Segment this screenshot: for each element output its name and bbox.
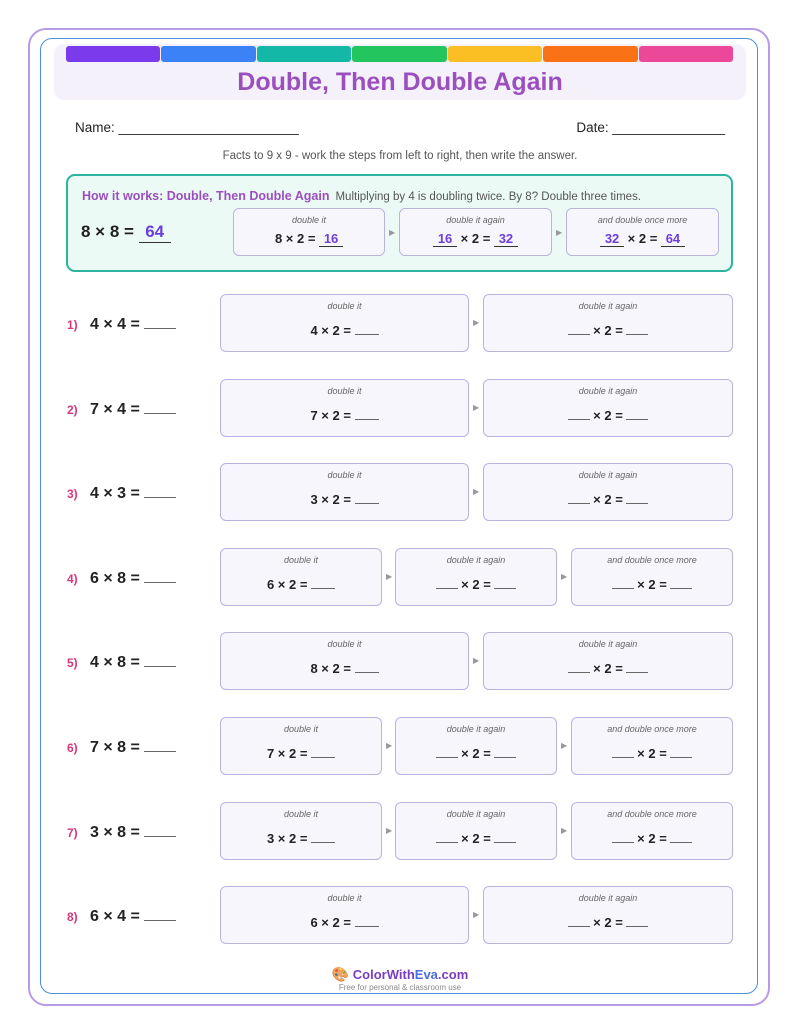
step-label: double it — [283, 724, 319, 734]
step-equation — [396, 745, 556, 761]
example-step-box — [233, 208, 385, 256]
step-answer-blank — [311, 830, 335, 843]
color-stripe-segment — [257, 46, 351, 62]
problem-number: 7) — [67, 826, 78, 840]
answer-blank — [144, 737, 176, 752]
color-stripe — [66, 46, 734, 62]
arrow-icon: ▶ — [386, 826, 393, 835]
step-equation — [484, 322, 732, 338]
arrow-icon: ▶ — [473, 656, 480, 665]
step-equation — [484, 914, 732, 930]
problem-number: 4) — [67, 572, 78, 586]
step-answer-blank — [670, 576, 692, 589]
color-stripe-segment — [161, 46, 255, 62]
step-box[interactable] — [395, 717, 557, 775]
step-equation — [484, 660, 732, 676]
name-field[interactable]: Name: ________________________ — [75, 120, 299, 135]
step-answer-blank — [626, 407, 648, 420]
step-answer-blank — [355, 322, 379, 335]
problem-equation — [90, 822, 176, 842]
step-label: double it again — [446, 724, 506, 734]
step-input-blank — [568, 914, 590, 927]
date-field[interactable]: Date: _______________ — [576, 120, 725, 135]
arrow-icon: ▶ — [561, 741, 568, 750]
step-equation — [221, 660, 468, 676]
step-equation — [221, 830, 381, 846]
step-left: 8 × 2 = — [310, 661, 351, 676]
step-equation — [572, 576, 732, 592]
step-box[interactable] — [483, 379, 733, 437]
step-equation — [484, 491, 732, 507]
step-mid: × 2 = — [593, 915, 623, 930]
step-label: and double once more — [607, 809, 697, 819]
step-box[interactable] — [395, 802, 557, 860]
step-label: double it — [327, 639, 362, 649]
step-equation — [221, 576, 381, 592]
step-equation — [400, 231, 551, 247]
color-stripe-segment — [639, 46, 733, 62]
step-mid: × 2 = — [637, 577, 667, 592]
step-equation — [572, 830, 732, 846]
problem-text: 4 × 3 = — [90, 485, 140, 502]
example-subheading: Multiplying by 4 is doubling twice. By 8? Double three times. — [335, 191, 642, 203]
step-mid: × 2 = — [461, 831, 491, 846]
step-left: 6 × 2 = — [310, 915, 351, 930]
step-answer-blank — [626, 660, 648, 673]
step-equation — [567, 231, 718, 247]
step-answer-blank — [311, 745, 335, 758]
step-box[interactable] — [220, 294, 469, 352]
step-label: double it — [327, 301, 362, 311]
step-answer-blank — [670, 745, 692, 758]
color-stripe-segment — [352, 46, 446, 62]
step-box[interactable] — [220, 463, 469, 521]
step-mid: × 2 = — [593, 492, 623, 507]
step-label: double it — [283, 809, 319, 819]
step-box[interactable] — [395, 548, 557, 606]
arrow-icon: ▶ — [556, 228, 563, 237]
problem-equation — [90, 314, 176, 334]
step-box[interactable] — [571, 548, 733, 606]
step-input-blank — [568, 407, 590, 420]
step-mid: × 2 = — [460, 231, 491, 246]
arrow-icon: ▶ — [386, 572, 393, 581]
step-label: double it again — [578, 470, 638, 480]
step-input-blank — [568, 322, 590, 335]
step-label: double it — [291, 215, 327, 225]
step-equation — [396, 830, 556, 846]
step-label: double it again — [578, 893, 638, 903]
step-answer-blank — [626, 491, 648, 504]
step-box[interactable] — [220, 632, 469, 690]
answer-blank — [144, 399, 176, 414]
problem-text: 4 × 4 = — [90, 316, 140, 333]
step-answer-blank — [494, 745, 516, 758]
arrow-icon: ▶ — [473, 487, 480, 496]
step-mid: × 2 = — [461, 746, 491, 761]
problem-number: 2) — [67, 403, 78, 417]
arrow-icon: ▶ — [386, 741, 393, 750]
step-left: 3 × 2 = — [310, 492, 351, 507]
footer — [0, 966, 800, 992]
example-heading: How it works: Double, Then Double Again Multiplying by 4 is doubling twice. By 8? Double three times. — [82, 189, 642, 203]
step-label: and double once more — [607, 724, 697, 734]
step-box[interactable] — [220, 548, 382, 606]
step-equation — [221, 745, 381, 761]
step-equation — [221, 491, 468, 507]
step-label: double it again — [446, 215, 505, 225]
step-equation — [221, 914, 468, 930]
step-input-blank — [436, 830, 458, 843]
step-mid: × 2 = — [461, 577, 491, 592]
step-label: double it again — [578, 301, 638, 311]
step-label: double it again — [446, 555, 506, 565]
step-label: and double once more — [597, 215, 688, 225]
step-equation — [221, 322, 468, 338]
arrow-icon: ▶ — [561, 572, 568, 581]
color-stripe-segment — [448, 46, 542, 62]
example-answer: 64 — [139, 222, 171, 243]
step-answer-blank — [311, 576, 335, 589]
step-box[interactable] — [571, 717, 733, 775]
step-equation — [221, 407, 468, 423]
step-input: 32 — [600, 231, 624, 247]
problem-number: 6) — [67, 741, 78, 755]
problem-number: 3) — [67, 487, 78, 501]
step-box[interactable] — [220, 379, 469, 437]
color-stripe-segment — [543, 46, 637, 62]
step-box[interactable] — [483, 886, 733, 944]
step-label: double it — [327, 470, 362, 480]
step-left: 7 × 2 = — [266, 746, 308, 761]
step-input: 16 — [433, 231, 457, 247]
step-input-blank — [612, 830, 634, 843]
problem-text: 7 × 4 = — [90, 401, 140, 418]
step-equation — [572, 745, 732, 761]
palette-icon: 🎨 — [331, 966, 350, 982]
step-input-blank — [436, 745, 458, 758]
step-answer-blank — [355, 660, 379, 673]
step-left: 4 × 2 = — [310, 323, 351, 338]
step-mid: × 2 = — [593, 323, 623, 338]
step-answer-blank — [355, 407, 379, 420]
problem-text: 3 × 8 = — [90, 824, 140, 841]
answer-blank — [144, 483, 176, 498]
step-mid: × 2 = — [637, 831, 667, 846]
step-label: double it — [283, 555, 319, 565]
problem-number: 5) — [67, 656, 78, 670]
answer-blank — [144, 314, 176, 329]
step-equation — [234, 231, 384, 247]
worksheet-title: Double, Then Double Again — [237, 68, 563, 96]
step-left: 3 × 2 = — [266, 831, 308, 846]
answer-blank — [144, 822, 176, 837]
step-label: double it — [327, 386, 362, 396]
step-input-blank — [568, 491, 590, 504]
step-label: double it — [327, 893, 362, 903]
step-label: and double once more — [607, 555, 697, 565]
instructions: Facts to 9 x 9 - work the steps from left to right, then write the answer. — [222, 150, 578, 162]
footer-tagline: Free for personal & classroom use — [338, 983, 462, 992]
step-input-blank — [612, 745, 634, 758]
step-answer-blank — [670, 830, 692, 843]
problem-equation — [90, 737, 176, 757]
step-mid: × 2 = — [593, 408, 623, 423]
step-mid: × 2 = — [637, 746, 667, 761]
answer-blank — [144, 652, 176, 667]
example-step-box — [399, 208, 552, 256]
problem-text: 6 × 4 = — [90, 908, 140, 925]
step-input-blank — [436, 576, 458, 589]
arrow-icon: ▶ — [389, 228, 396, 237]
arrow-icon: ▶ — [473, 318, 480, 327]
step-answer: 64 — [661, 231, 685, 247]
footer-brand: 🎨 ColorWithEva.com — [331, 966, 469, 982]
answer-blank — [144, 906, 176, 921]
answer-blank — [144, 568, 176, 583]
problem-equation — [90, 906, 176, 926]
step-mid: × 2 = — [593, 661, 623, 676]
step-input-blank — [568, 660, 590, 673]
problem-text: 4 × 8 = — [90, 654, 140, 671]
problem-text: 6 × 8 = — [90, 570, 140, 587]
step-box[interactable] — [571, 802, 733, 860]
example-step-box — [566, 208, 719, 256]
step-answer: 16 — [319, 231, 343, 247]
arrow-icon: ▶ — [473, 910, 480, 919]
step-box[interactable] — [220, 717, 382, 775]
problem-text: 7 × 8 = — [90, 739, 140, 756]
step-label: double it again — [578, 386, 638, 396]
arrow-icon: ▶ — [473, 403, 480, 412]
color-stripe-segment — [66, 46, 160, 62]
step-box[interactable] — [220, 886, 469, 944]
step-box[interactable] — [483, 463, 733, 521]
step-answer-blank — [355, 914, 379, 927]
problem-equation — [90, 568, 176, 588]
problem-equation — [90, 652, 176, 672]
step-equation — [396, 576, 556, 592]
step-answer-blank — [494, 830, 516, 843]
step-left: 7 × 2 = — [310, 408, 351, 423]
step-box[interactable] — [220, 802, 382, 860]
problem-equation — [90, 483, 176, 503]
step-answer-blank — [626, 322, 648, 335]
step-left: 6 × 2 = — [266, 577, 308, 592]
step-answer-blank — [494, 576, 516, 589]
step-mid: × 2 = — [627, 231, 658, 246]
problem-equation — [90, 399, 176, 419]
step-answer: 32 — [494, 231, 518, 247]
arrow-icon: ▶ — [561, 826, 568, 835]
step-equation — [484, 407, 732, 423]
step-input-blank — [612, 576, 634, 589]
problem-number: 8) — [67, 910, 78, 924]
problem-number: 1) — [67, 318, 78, 332]
step-left: 8 × 2 = — [274, 231, 316, 246]
step-answer-blank — [355, 491, 379, 504]
step-label: double it again — [578, 639, 638, 649]
example-problem: 8 × 8 = 64 — [81, 222, 171, 243]
step-answer-blank — [626, 914, 648, 927]
step-box[interactable] — [483, 294, 733, 352]
step-box[interactable] — [483, 632, 733, 690]
step-label: double it again — [446, 809, 506, 819]
